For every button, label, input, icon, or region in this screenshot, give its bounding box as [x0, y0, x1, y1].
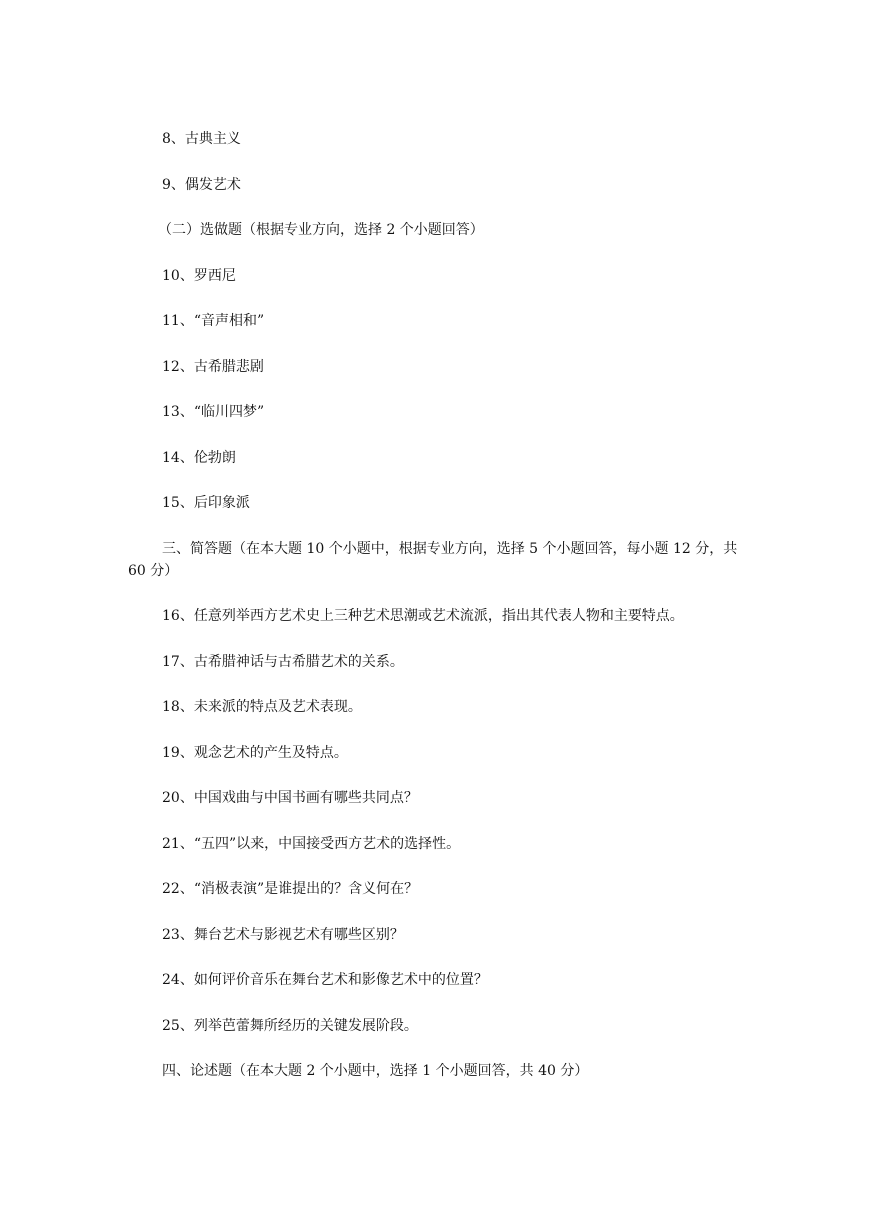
term-item-11: 11、“音声相和”: [162, 313, 265, 329]
term-item-9: 9、偶发艺术: [162, 177, 241, 193]
question-17: 17、古希腊神话与古希腊艺术的关系。: [162, 654, 404, 670]
question-19: 19、观念艺术的产生及特点。: [162, 745, 348, 761]
question-25: 25、列举芭蕾舞所经历的关键发展阶段。: [162, 1018, 418, 1034]
essay-section-heading: 四、论述题（在本大题 2 个小题中，选择 1 个小题回答，共 40 分）: [162, 1063, 589, 1079]
term-item-10: 10、罗西尼: [162, 268, 236, 284]
term-item-14: 14、伦勃朗: [162, 450, 236, 466]
question-20: 20、中国戏曲与中国书画有哪些共同点？: [162, 790, 418, 806]
term-item-8: 8、古典主义: [162, 131, 241, 147]
question-21: 21、“五四”以来，中国接受西方艺术的选择性。: [162, 836, 461, 852]
elective-subheading: （二）选做题（根据专业方向，选择 2 个小题回答）: [158, 222, 484, 238]
term-item-12: 12、古希腊悲剧: [162, 359, 264, 375]
term-item-13: 13、“临川四梦”: [162, 404, 265, 420]
question-24: 24、如何评价音乐在舞台艺术和影像艺术中的位置？: [162, 972, 488, 988]
question-22: 22、“消极表演”是谁提出的？含义何在？: [162, 881, 419, 897]
question-18: 18、未来派的特点及艺术表现。: [162, 699, 362, 715]
short-answer-section-heading: 三、简答题（在本大题 10 个小题中，根据专业方向，选择 5 个小题回答，每小题 12 分，共 60 分）: [128, 541, 738, 579]
term-item-15: 15、后印象派: [162, 495, 250, 511]
question-23: 23、舞台艺术与影视艺术有哪些区别？: [162, 927, 404, 943]
question-16: 16、任意列举西方艺术史上三种艺术思潮或艺术流派，指出其代表人物和主要特点。: [162, 608, 684, 624]
